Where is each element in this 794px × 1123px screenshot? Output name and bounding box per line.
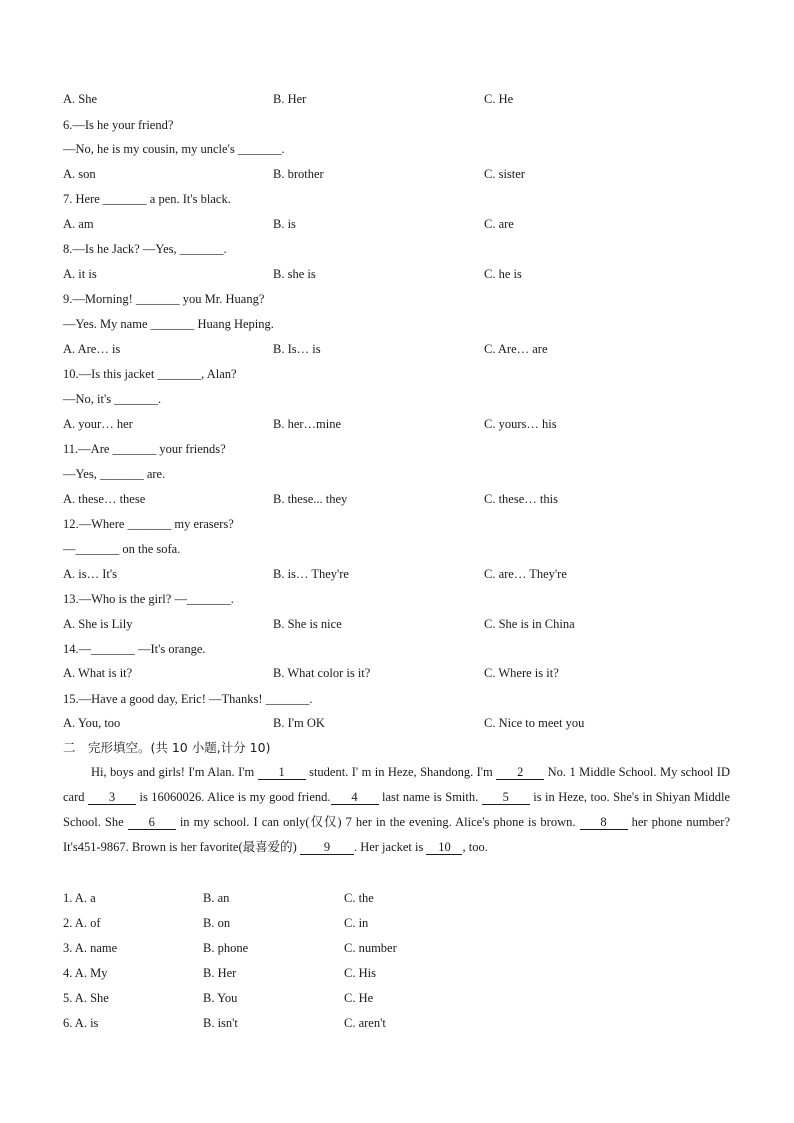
q10-option-c: C. yours… his (484, 417, 557, 431)
passage-text: Hi, boys and girls! I'm Alan. I'm (91, 765, 258, 779)
q7-option-b: B. is (273, 217, 296, 231)
q9-option-a: A. Are… is (63, 342, 121, 356)
passage-text: . Her jacket is (353, 840, 427, 854)
cloze-3-option-b: B. phone (203, 941, 249, 955)
q11-option-c: C. these… this (484, 492, 558, 506)
cloze-1-option-c: C. the (344, 891, 374, 905)
q12-option-a: A. is… It's (63, 567, 117, 581)
q6-stem: 6.—Is he your friend? (63, 118, 174, 132)
cloze-4-option-b: B. Her (203, 966, 237, 980)
q10-stem: 10.—Is this jacket _______, Alan? (63, 367, 237, 381)
q11-stem: 11.—Are _______ your friends? (63, 442, 226, 456)
cloze-4-option-c: C. His (344, 966, 376, 980)
passage-text: , too. (462, 840, 488, 854)
q12-option-b: B. is… They're (273, 567, 349, 581)
cloze-6-option-a: 6. A. is (63, 1016, 99, 1030)
cloze-6-option-c: C. aren't (344, 1016, 386, 1030)
q15-option-c: C. Nice to meet you (484, 716, 585, 730)
blank-9: 9 (300, 841, 354, 855)
q10-option-a: A. your… her (63, 417, 133, 431)
q6-option-b: B. brother (273, 167, 324, 181)
blank-8: 8 (580, 816, 628, 830)
q9-stem: 9.—Morning! _______ you Mr. Huang? (63, 292, 265, 306)
q8-option-b: B. she is (273, 267, 316, 281)
passage-text: is 16060026. Alice is my good friend. (136, 790, 331, 804)
q9-option-c: C. Are… are (484, 342, 548, 356)
cloze-4-option-a: 4. A. My (63, 966, 108, 980)
q13-stem: 13.—Who is the girl? —_______. (63, 592, 234, 606)
passage-text: last name is Smith. (378, 790, 482, 804)
cloze-6-option-b: B. isn't (203, 1016, 238, 1030)
cloze-1-option-a: 1. A. a (63, 891, 96, 905)
q13-option-c: C. She is in China (484, 617, 575, 631)
q10-option-b: B. her…mine (273, 417, 342, 431)
passage-text: is in Heze, too. She's in Shiyan Middle School. She (63, 790, 730, 829)
q8-stem: 8.—Is he Jack? —Yes, _______. (63, 242, 227, 256)
cloze-1-option-b: B. an (203, 891, 230, 905)
q13-option-a: A. She is Lily (63, 617, 133, 631)
section-heading: 二 完形填空。(共 10 小题,计分 10) (63, 740, 271, 755)
blank-4: 4 (331, 791, 379, 805)
q11-reply: —Yes, _______ are. (63, 467, 166, 481)
q5-option-c: C. He (484, 92, 514, 106)
cloze-5-option-a: 5. A. She (63, 991, 109, 1005)
passage-text: her phone number? It's451-9867. Brown is her favorite(最喜爱的) (63, 815, 730, 854)
q14-option-a: A. What is it? (63, 666, 133, 680)
q14-option-c: C. Where is it? (484, 666, 559, 680)
q14-option-b: B. What color is it? (273, 666, 371, 680)
blank-10: 10 (426, 841, 462, 855)
blank-5: 5 (482, 791, 530, 805)
q6-reply: —No, he is my cousin, my uncle's _______. (63, 142, 285, 156)
cloze-5-option-c: C. He (344, 991, 374, 1005)
blank-6: 6 (128, 816, 176, 830)
q7-stem: 7. Here _______ a pen. It's black. (63, 192, 231, 206)
q8-option-c: C. he is (484, 267, 522, 281)
q14-stem: 14.—_______ —It's orange. (63, 642, 206, 656)
passage-text: No. 1 Middle School. My school ID card (63, 765, 730, 804)
q15-option-b: B. I'm OK (273, 716, 325, 730)
q12-reply: —_______ on the sofa. (63, 542, 181, 556)
cloze-5-option-b: B. You (203, 991, 238, 1005)
cloze-3-option-c: C. number (344, 941, 397, 955)
passage-text: student. I' m in Heze, Shandong. I'm (305, 765, 497, 779)
q9-reply: —Yes. My name _______ Huang Heping. (63, 317, 274, 331)
q5-option-b: B. Her (273, 92, 307, 106)
cloze-3-option-a: 3. A. name (63, 941, 118, 955)
q10-reply: —No, it's _______. (63, 392, 162, 406)
cloze-2-option-c: C. in (344, 916, 369, 930)
q7-option-c: C. are (484, 217, 514, 231)
blank-2: 2 (496, 766, 544, 780)
q13-option-b: B. She is nice (273, 617, 342, 631)
q11-option-a: A. these… these (63, 492, 146, 506)
q9-option-b: B. Is… is (273, 342, 321, 356)
q15-option-a: A. You, too (63, 716, 121, 730)
blank-1: 1 (258, 766, 306, 780)
q8-option-a: A. it is (63, 267, 97, 281)
cloze-passage (63, 760, 730, 860)
q6-option-a: A. son (63, 167, 96, 181)
cloze-2-option-a: 2. A. of (63, 916, 101, 930)
q12-stem: 12.—Where _______ my erasers? (63, 517, 234, 531)
q15-stem: 15.—Have a good day, Eric! —Thanks! _______. (63, 692, 313, 706)
cloze-2-option-b: B. on (203, 916, 231, 930)
q12-option-c: C. are… They're (484, 567, 567, 581)
blank-3: 3 (88, 791, 136, 805)
q6-option-c: C. sister (484, 167, 525, 181)
q11-option-b: B. these... they (273, 492, 348, 506)
q5-option-a: A. She (63, 92, 98, 106)
q7-option-a: A. am (63, 217, 94, 231)
passage-text: in my school. I can only(仅仅) 7 her in the evening. Alice's phone is brown. (175, 815, 580, 829)
